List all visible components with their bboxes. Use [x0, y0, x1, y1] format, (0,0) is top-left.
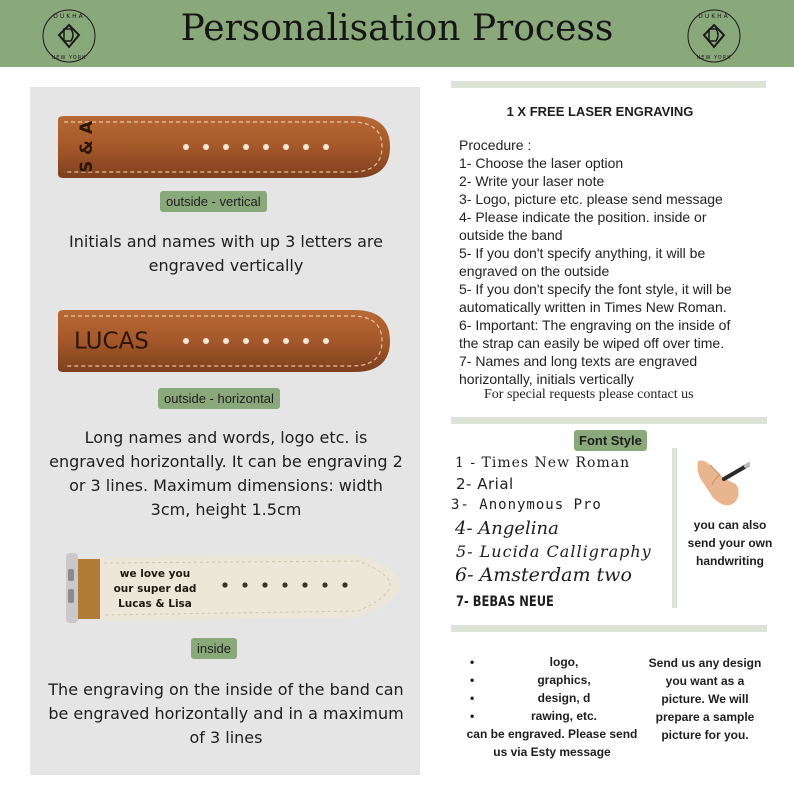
procedure-line: horizontally, initials vertically: [459, 371, 634, 387]
label-outside-vertical: outside - vertical: [160, 191, 267, 212]
procedure-line: 6- Important: The engraving on the inside of: [459, 317, 731, 333]
procedure-line: outside the band: [459, 227, 563, 243]
description-inside: The engraving on the inside of the band can be engraved horizontally and in a maximum of 3 lines: [48, 680, 404, 747]
dukha-logo: [686, 8, 742, 64]
svg-text:DUKHA: DUKHA: [53, 13, 85, 20]
procedure-line: the strap can easily be wiped off over time.: [459, 335, 725, 351]
description-outside-vertical: Initials and names with up 3 letters are engraved vertically: [69, 232, 383, 275]
bullet-icon: •: [470, 691, 475, 705]
list-item: • logo,: [470, 655, 579, 669]
procedure-line: 1- Choose the laser option: [459, 155, 624, 171]
inside-engraving-line: our super dad: [113, 583, 197, 595]
procedure-line: 7- Names and long texts are engraved: [459, 353, 698, 369]
handwriting-note: you can also send your own handwriting: [687, 518, 773, 568]
send-design-note: Send us any design you want as a picture. We will prepare a sample picture for you.: [648, 656, 762, 742]
procedure-line: 2- Write your laser note: [459, 173, 605, 189]
bullet-icon: •: [470, 709, 475, 723]
bullet-icon: •: [470, 673, 475, 687]
procedure-line: 5- If you don't specify the font style, it will be: [459, 281, 732, 297]
strap-outside-vertical-image: [54, 112, 394, 182]
hand-writing-icon: [690, 455, 750, 510]
procedure-line: 4- Please indicate the position. inside or: [459, 209, 707, 225]
strap-outside-horizontal-image: [54, 306, 394, 376]
divider: [451, 417, 767, 424]
font-style-list: [451, 454, 666, 614]
description-outside-horizontal: Long names and words, logo etc. is engraved horizontally. It can be engraving 2 or 3 lines. Maximum dimensions: width 3cm, height 1.5cm: [49, 428, 403, 519]
procedure-line: automatically written in Times New Roman.: [459, 299, 727, 315]
procedure-list: [459, 136, 769, 388]
font-option: 7- BEBAS NEUE: [456, 594, 554, 610]
divider: [451, 625, 767, 632]
list-item: • graphics,: [470, 673, 591, 687]
design-bullet-list: [460, 653, 644, 761]
font-style-label: Font Style: [574, 430, 647, 451]
bullet-icon: •: [470, 655, 475, 669]
svg-text:DUKHA: DUKHA: [698, 13, 730, 20]
label-outside-horizontal: outside - horizontal: [158, 388, 280, 409]
special-requests-note: For special requests please contact us: [484, 387, 694, 402]
font-option: 1 - Times New Roman: [455, 455, 631, 471]
engraving-name: LUCAS: [74, 328, 149, 355]
svg-text:NEW YORK: NEW YORK: [696, 55, 732, 61]
svg-text:NEW YORK: NEW YORK: [51, 55, 87, 61]
font-option: 5- Lucida Calligraphy: [456, 542, 652, 561]
font-option: 4- Angelina: [455, 518, 559, 539]
design-instruction: can be engraved. Please send us via Esty message: [466, 727, 638, 759]
font-option: 3- Anonymous Pro: [451, 497, 602, 513]
label-inside: inside: [191, 638, 237, 659]
inside-engraving-line: Lucas & Lisa: [118, 598, 192, 610]
header-banner: [0, 0, 794, 67]
page-title: Personalisation Process: [180, 8, 614, 49]
vertical-divider: [672, 448, 677, 608]
list-item: • design, d: [470, 691, 591, 705]
procedure-line: 5- If you don't specify anything, it will be: [459, 245, 706, 261]
divider: [451, 81, 766, 88]
font-option: 6- Amsterdam two: [455, 564, 632, 586]
procedure-line: Procedure :: [459, 137, 532, 153]
inside-engraving-line: we love you: [119, 568, 191, 580]
procedure-line: engraved on the outside: [459, 263, 610, 279]
list-item: • rawing, etc.: [470, 709, 598, 723]
strap-inside-image: [60, 549, 405, 629]
engraving-initials: S & A: [77, 120, 97, 174]
laser-engraving-title: 1 X FREE LASER ENGRAVING: [506, 104, 694, 119]
font-option: 2- Arial: [456, 475, 514, 493]
procedure-line: 3- Logo, picture etc. please send message: [459, 191, 723, 207]
